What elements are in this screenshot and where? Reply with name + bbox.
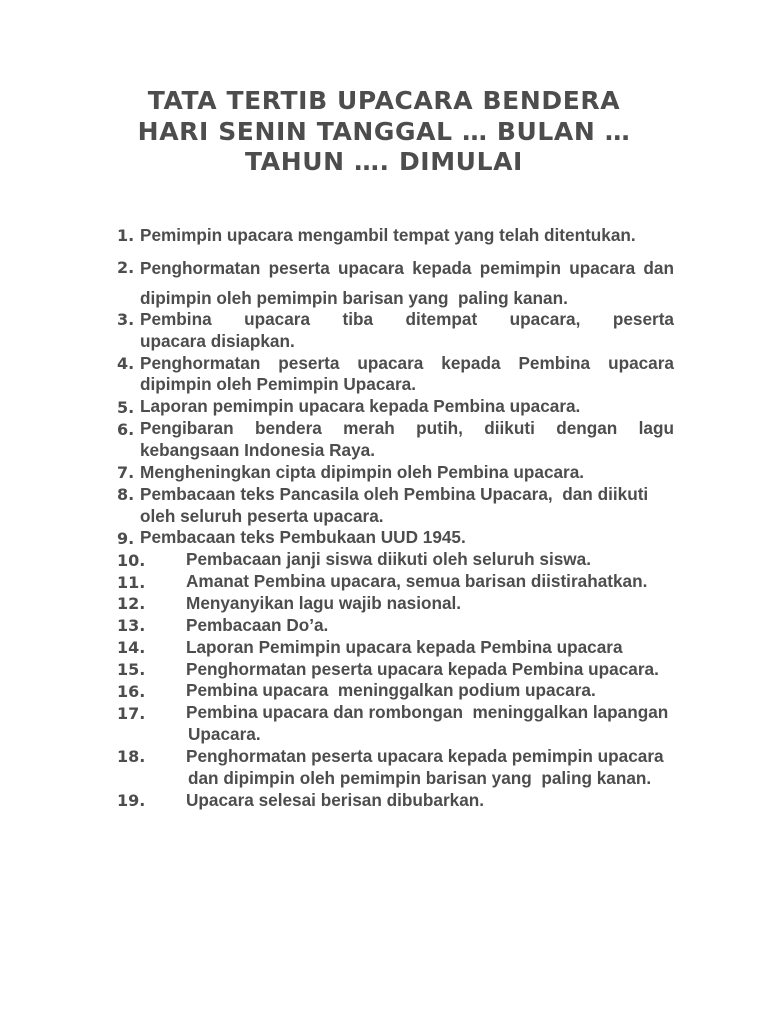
rule-item [117,396,674,418]
rule-text-line: dipimpin oleh Pemimpin Upacara. [140,374,417,395]
rule-text-line: Upacara selesai berisan dibubarkan. [186,789,485,810]
rule-text-line: Mengheningkan cipta dipimpin oleh Pembina upacara. [140,461,585,482]
rule-item [117,549,674,571]
rule-text [186,746,674,790]
rule-text-line: dipimpin oleh pemimpin barisan yang paling kanan. [140,287,568,308]
rule-text-line: Pembacaan Do’a. [186,614,329,635]
rule-item [117,746,674,790]
rule-item [117,253,674,313]
rule-number: 5. [117,397,135,417]
rule-number: 7. [117,463,135,483]
rule-number: 6. [117,419,135,439]
rule-item [117,353,674,397]
rule-text [186,790,674,812]
rule-number: 17. [117,703,146,723]
rule-number: 2. [117,258,135,278]
rule-number: 14. [117,638,146,658]
rule-text [186,659,674,681]
rule-number: 13. [117,616,146,636]
rule-number: 9. [117,528,135,548]
rule-item [117,225,674,247]
rule-text-line: Pembacaan janji siswa diikuti oleh seluruh siswa. [186,549,592,570]
rule-number: 3. [117,310,135,330]
rule-item [117,680,674,702]
rule-text-line: kebangsaan Indonesia Raya. [140,440,375,461]
rule-text [140,253,674,313]
rule-number: 11. [117,572,146,592]
rule-number: 18. [117,747,146,767]
rule-text [186,680,674,702]
rule-text-line: Penghormatan peserta upacara kepada pemimpin upacara dan [140,257,674,278]
rule-text-line: Laporan Pemimpin upacara kepada Pembina upacara [186,636,623,657]
rule-text [140,484,674,528]
rule-text-line: Upacara. [188,724,261,745]
rule-text [186,615,674,637]
rule-text-line: Amanat Pembina upacara, semua barisan diistirahatkan. [186,571,648,592]
rule-item [117,484,674,528]
rule-number: 1. [117,226,135,246]
rule-text-line: Pembacaan teks Pancasila oleh Pembina Upacara, dan diikuti [140,483,649,504]
rule-item [117,462,674,484]
rule-text-line: oleh seluruh peserta upacara. [140,505,384,526]
rule-text-line: Pemimpin upacara mengambil tempat yang telah ditentukan. [140,225,636,245]
rule-item [117,615,674,637]
title-line: TAHUN …. DIMULAI [245,147,523,176]
rule-text [186,549,674,571]
rule-text-line: upacara disiapkan. [140,330,295,351]
title-line: HARI SENIN TANGGAL … BULAN … [137,116,631,146]
rule-item [117,418,674,462]
rule-item [117,527,674,549]
rule-number: 4. [117,353,135,373]
rule-text-line: Pembina upacara tiba ditempat upacara, peserta [140,308,674,329]
rule-text [140,225,674,247]
rule-text [140,527,674,549]
rule-text [140,418,674,462]
rule-text-line: Pengibaran bendera merah putih, diikuti dengan lagu [140,418,674,439]
rule-text [186,637,674,659]
rule-item [117,637,674,659]
rule-number: 10. [117,550,146,570]
rule-text-line: dan dipimpin oleh pemimpin barisan yang paling kanan. [188,767,652,788]
rule-item [117,571,674,593]
rule-text-line: Pembina upacara meninggalkan podium upacara. [186,680,596,701]
rule-text [140,396,674,418]
rule-text-line: Pembacaan teks Pembukaan UUD 1945. [140,527,466,548]
rule-text-line: Penghormatan peserta upacara kepada Pembina upacara [140,352,674,373]
rule-number: 8. [117,485,135,505]
rule-item [117,309,674,353]
rule-text-line: Menyanyikan lagu wajib nasional. [186,593,462,614]
rule-text-line: Laporan pemimpin upacara kepada Pembina upacara. [140,396,581,417]
rule-text [140,309,674,353]
rule-text-line: Pembina upacara dan rombongan meninggalkan lapangan [186,702,669,723]
rule-text-line: Penghormatan peserta upacara kepada Pembina upacara. [186,658,659,679]
rule-text [186,593,674,615]
document-title [0,86,768,178]
rules-list [117,225,674,812]
rule-number: 15. [117,660,146,679]
rule-item [117,702,674,746]
rule-number: 19. [117,791,146,811]
rule-text [186,702,674,746]
rule-item [117,593,674,615]
rule-number: 16. [117,681,146,701]
title-line: TATA TERTIB UPACARA BENDERA [147,86,621,115]
rule-text-line: Penghormatan peserta upacara kepada pemimpin upacara [186,746,664,767]
rule-item [117,659,674,681]
rule-item [117,790,674,812]
rule-number: 12. [117,594,146,614]
rule-text [140,462,674,484]
rule-text [186,571,674,593]
rule-text [140,353,674,397]
